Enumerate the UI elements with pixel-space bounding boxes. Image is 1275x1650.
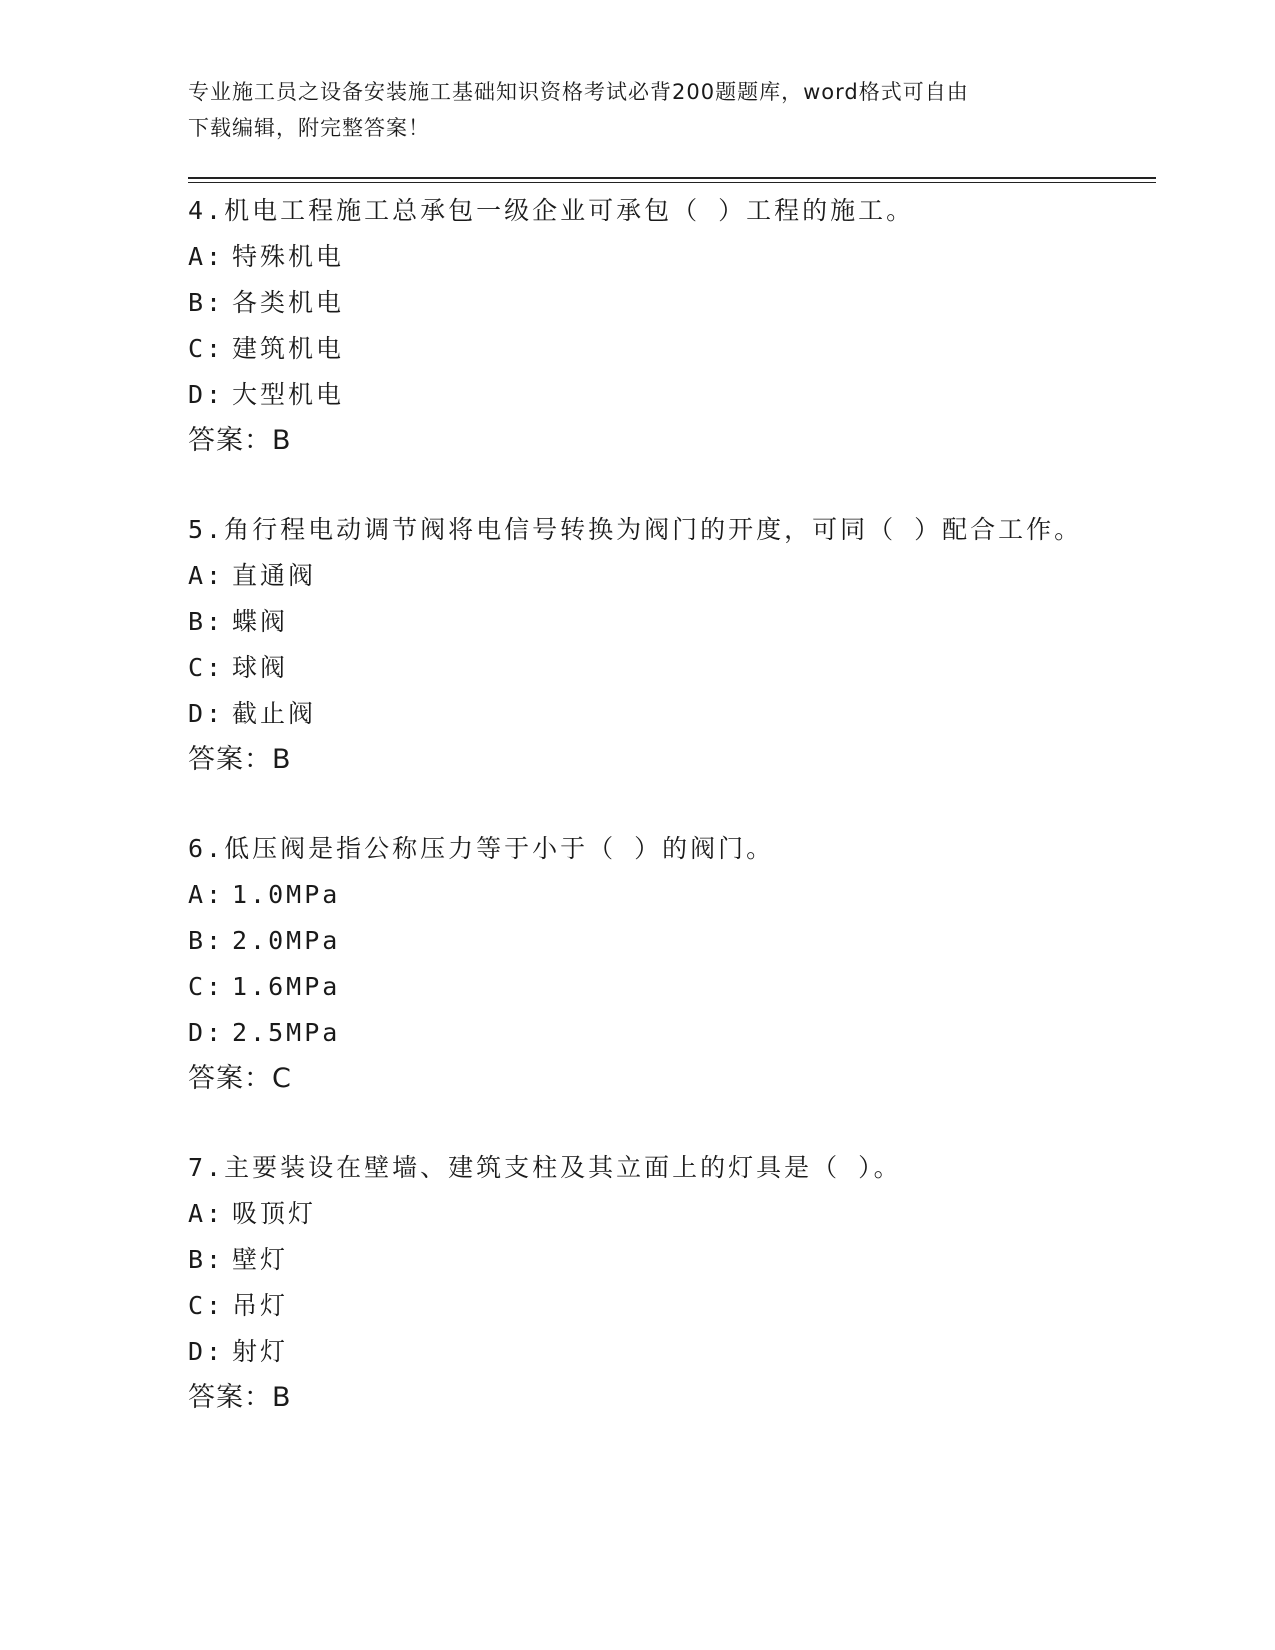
option-text: 特殊机电 (232, 242, 345, 271)
option-letter: A: (188, 1199, 225, 1228)
answer-line (188, 418, 1088, 464)
option-b (188, 918, 1088, 964)
option-letter: D: (188, 1018, 225, 1047)
answer-line (188, 1056, 1088, 1102)
header-divider-thin (188, 182, 1156, 183)
question-stem: 7.主要装设在壁墙、建筑支柱及其立面上的灯具是（ ）。 (188, 1153, 902, 1182)
header-line-1: 专业施工员之设备安装施工基础知识资格考试必背200题题库，word格式可自由 (188, 80, 969, 104)
answer-label: 答案： (188, 1063, 272, 1094)
option-c (188, 326, 1088, 372)
option-letter: A: (188, 242, 225, 271)
answer-value: B (272, 744, 292, 775)
option-d (188, 691, 1088, 737)
question-6 (188, 826, 1088, 1102)
option-letter: D: (188, 380, 225, 409)
document-header (188, 74, 1088, 146)
question-stem: 4.机电工程施工总承包一级企业可承包（ ）工程的施工。 (188, 196, 915, 225)
option-d (188, 372, 1088, 418)
option-text: 吊灯 (232, 1291, 289, 1320)
answer-value: C (272, 1063, 292, 1094)
option-letter: A: (188, 561, 225, 590)
option-d (188, 1010, 1088, 1056)
option-text: 建筑机电 (232, 334, 345, 363)
answer-label: 答案： (188, 425, 272, 456)
option-text: 各类机电 (232, 288, 345, 317)
option-letter: B: (188, 926, 225, 955)
option-text: 壁灯 (232, 1245, 289, 1274)
option-text: 射灯 (232, 1337, 289, 1366)
question-stem: 6.低压阀是指公称压力等于小于（ ）的阀门。 (188, 834, 775, 863)
answer-value: B (272, 425, 292, 456)
header-line-2: 下载编辑，附完整答案！ (188, 116, 430, 140)
option-letter: D: (188, 699, 225, 728)
option-text: 2.5MPa (232, 1018, 341, 1047)
question-7 (188, 1145, 1088, 1421)
option-a (188, 234, 1088, 280)
option-text: 吸顶灯 (232, 1199, 317, 1228)
option-text: 1.0MPa (232, 880, 341, 909)
option-letter: B: (188, 1245, 225, 1274)
option-letter: C: (188, 653, 225, 682)
option-text: 1.6MPa (232, 972, 341, 1001)
question-list (188, 188, 1088, 1464)
option-c (188, 1283, 1088, 1329)
option-letter: B: (188, 607, 225, 636)
question-5 (188, 507, 1088, 783)
option-text: 2.0MPa (232, 926, 341, 955)
answer-label: 答案： (188, 744, 272, 775)
option-a (188, 872, 1088, 918)
answer-label: 答案： (188, 1382, 272, 1413)
option-c (188, 645, 1088, 691)
option-letter: C: (188, 334, 225, 363)
option-a (188, 1191, 1088, 1237)
option-b (188, 280, 1088, 326)
option-b (188, 599, 1088, 645)
option-a (188, 553, 1088, 599)
answer-value: B (272, 1382, 292, 1413)
option-letter: C: (188, 1291, 225, 1320)
option-b (188, 1237, 1088, 1283)
option-text: 大型机电 (232, 380, 345, 409)
question-stem: 5.角行程电动调节阀将电信号转换为阀门的开度，可同（ ）配合工作。 (188, 515, 1083, 544)
option-d (188, 1329, 1088, 1375)
option-letter: B: (188, 288, 225, 317)
option-text: 蝶阀 (232, 607, 289, 636)
question-4 (188, 188, 1088, 464)
header-divider-thick (188, 177, 1156, 179)
option-letter: C: (188, 972, 225, 1001)
option-c (188, 964, 1088, 1010)
answer-line (188, 1375, 1088, 1421)
option-text: 截止阀 (232, 699, 317, 728)
answer-line (188, 737, 1088, 783)
option-letter: D: (188, 1337, 225, 1366)
option-letter: A: (188, 880, 225, 909)
option-text: 球阀 (232, 653, 289, 682)
option-text: 直通阀 (232, 561, 317, 590)
